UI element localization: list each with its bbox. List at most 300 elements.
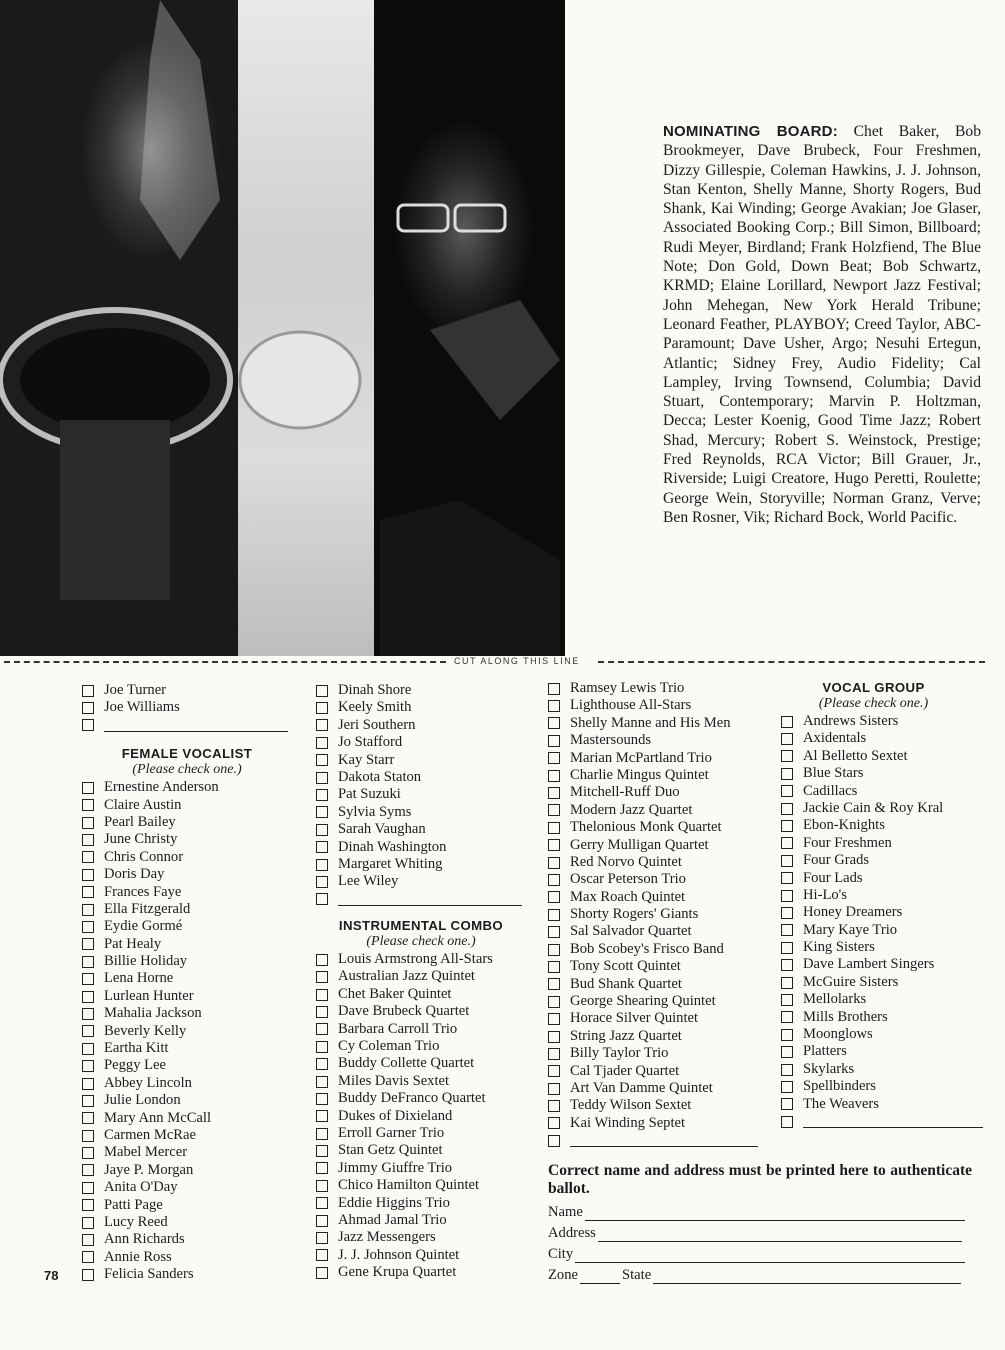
checkbox[interactable] xyxy=(82,1164,94,1176)
checkbox[interactable] xyxy=(82,1234,94,1246)
ballot-option[interactable] xyxy=(316,1073,526,1090)
ballot-option[interactable] xyxy=(548,802,763,819)
ballot-option[interactable] xyxy=(82,1110,292,1127)
ballot-option-label: Thelonious Monk Quartet xyxy=(570,819,722,836)
checkbox[interactable] xyxy=(548,717,560,729)
ballot-option[interactable] xyxy=(82,814,292,831)
checkbox[interactable] xyxy=(316,1249,328,1261)
ballot-option-label: Dave Lambert Singers xyxy=(803,956,935,973)
checkbox[interactable] xyxy=(82,799,94,811)
nominating-board-text: Chet Baker, Bob Brookmeyer, Dave Brubeck, Four Freshmen, Dizzy Gillespie, Coleman Hawkins, J. J. Johnson, Stan Kenton, Shelly Manne, Shorty Rogers, Bud Shank, Kai Winding; George Avakian; Joe Glaser, Associated Booking Corp.; Bill Simon, Billboard; Rudi Meyer, Birdland; Frank Holzfiend, The Blue Note; Don Gold, Down Beat; Bob Schwartz, KRMD; Elaine Lorillard, Newport Jazz Festival; John Mehegan, New York Herald Tribune; Leonard Feather, PLAYBOY; Creed Taylor, ABC-Paramount; Dave Usher, Argo; Nesuhi Ertegun, Atlantic; Sidney Frey, Audio Fidelity; Cal Lampley, Irving Townsend, Columbia; David Stuart, Contemporary; Marvin P. Holtzman, Decca; Lester Koenig, Good Time Jazz; Robert Shad, Mercury; Robert S. Weinstock, Prestige; Fred Reynolds, RCA Victor; Bill Grauer, Jr., Riverside; Luigi Creatore, Hugo Peretti, Roulette; George Wein, Storyville; Norman Granz, Verve; Ben Rosner, Vik; Richard Bock, World Pacific. xyxy=(663,123,981,526)
checkbox[interactable] xyxy=(316,1023,328,1035)
checkbox[interactable] xyxy=(82,1060,94,1072)
ballot-option-label: The Weavers xyxy=(803,1095,879,1112)
ballot-option-label: Pearl Bailey xyxy=(104,813,176,830)
name-label: Name xyxy=(548,1204,583,1220)
ballot-option[interactable] xyxy=(82,779,292,796)
checkbox[interactable] xyxy=(82,1025,94,1037)
checkbox[interactable] xyxy=(316,824,328,836)
ballot-option[interactable] xyxy=(316,1142,526,1159)
ballot-option[interactable] xyxy=(82,884,292,901)
ballot-option-label: Erroll Garner Trio xyxy=(338,1124,445,1141)
ballot-option[interactable] xyxy=(781,835,986,852)
ballot-option[interactable] xyxy=(548,1028,763,1045)
ballot-option[interactable] xyxy=(316,786,526,803)
checkbox[interactable] xyxy=(548,926,560,938)
ballot-option-label: Chris Connor xyxy=(104,848,184,865)
checkbox[interactable] xyxy=(82,973,94,985)
ballot-option-label: Buddy Collette Quartet xyxy=(338,1055,475,1072)
ballot-option-label: Dukes of Dixieland xyxy=(338,1107,453,1124)
checkbox[interactable] xyxy=(548,804,560,816)
nominating-board-heading: NOMINATING BOARD: xyxy=(663,123,838,140)
ballot-option[interactable] xyxy=(316,1177,526,1194)
ballot-option[interactable] xyxy=(781,870,986,887)
ballot-option-label: Doris Day xyxy=(104,866,165,883)
name-field[interactable] xyxy=(548,1203,965,1221)
ballot-option[interactable] xyxy=(316,1264,526,1281)
checkbox[interactable] xyxy=(316,1110,328,1122)
ballot-option[interactable] xyxy=(82,699,292,716)
ballot-option[interactable] xyxy=(316,1212,526,1229)
authentication-note: Correct name and address must be printed here to authenticate ballot. xyxy=(548,1162,972,1197)
checkbox[interactable] xyxy=(82,1251,94,1263)
write-in-line[interactable] xyxy=(803,1115,983,1128)
checkbox[interactable] xyxy=(781,803,793,815)
ballot-option[interactable] xyxy=(781,1026,986,1043)
checkbox[interactable] xyxy=(781,907,793,919)
ballot-option-label: Ella Fitzgerald xyxy=(104,900,191,917)
ballot-option-label: Mabel Mercer xyxy=(104,1144,188,1161)
ballot-option[interactable] xyxy=(548,941,763,958)
checkbox[interactable] xyxy=(316,754,328,766)
ballot-option-label: Frances Faye xyxy=(104,883,182,900)
checkbox[interactable] xyxy=(548,1100,560,1112)
ballot-option[interactable] xyxy=(316,769,526,786)
checkbox[interactable] xyxy=(316,1162,328,1174)
ballot-option[interactable] xyxy=(82,1214,292,1231)
ballot-option[interactable] xyxy=(82,682,292,699)
checkbox[interactable] xyxy=(781,785,793,797)
checkbox[interactable] xyxy=(82,1182,94,1194)
checkbox[interactable] xyxy=(548,752,560,764)
ballot-option-label: Barbara Carroll Trio xyxy=(338,1020,458,1037)
ballot-option[interactable] xyxy=(82,866,292,883)
checkbox[interactable] xyxy=(781,1098,793,1110)
checkbox[interactable] xyxy=(548,735,560,747)
ballot-option[interactable] xyxy=(316,856,526,873)
checkbox[interactable] xyxy=(316,1128,328,1140)
ballot-option[interactable] xyxy=(781,730,986,747)
nominating-board xyxy=(663,122,981,527)
checkbox[interactable] xyxy=(548,874,560,886)
ballot-option[interactable] xyxy=(82,1040,292,1057)
ballot-option-label: Skylarks xyxy=(803,1060,855,1077)
ballot-option[interactable] xyxy=(548,976,763,993)
ballot-option-label: Ernestine Anderson xyxy=(104,779,219,796)
checkbox[interactable] xyxy=(82,1217,94,1229)
city-input-line[interactable] xyxy=(575,1261,965,1263)
checkbox[interactable] xyxy=(316,1041,328,1053)
checkbox[interactable] xyxy=(781,924,793,936)
ballot-option[interactable] xyxy=(548,715,763,732)
checkbox[interactable] xyxy=(548,1031,560,1043)
ballot-option[interactable] xyxy=(548,923,763,940)
ballot-option[interactable] xyxy=(548,680,763,697)
ballot-option[interactable] xyxy=(781,904,986,921)
checkbox[interactable] xyxy=(548,857,560,869)
ballot-option[interactable] xyxy=(316,1021,526,1038)
checkbox[interactable] xyxy=(316,1180,328,1192)
ballot-option[interactable] xyxy=(781,765,986,782)
checkbox[interactable] xyxy=(82,1008,94,1020)
ballot-option[interactable] xyxy=(548,767,763,784)
ballot-option[interactable] xyxy=(316,1125,526,1142)
ballot-option[interactable] xyxy=(781,713,986,730)
checkbox[interactable] xyxy=(316,1145,328,1157)
ballot-option-label: Australian Jazz Quintet xyxy=(338,968,475,985)
ballot-option[interactable] xyxy=(548,958,763,975)
ballot-option[interactable] xyxy=(548,837,763,854)
checkbox[interactable] xyxy=(548,700,560,712)
ballot-option-label: Joe Williams xyxy=(104,699,180,716)
ballot-option[interactable] xyxy=(316,1090,526,1107)
ballot-option[interactable] xyxy=(82,849,292,866)
female-vocalist-instructions: (Please check one.) xyxy=(132,762,242,778)
checkbox[interactable] xyxy=(82,938,94,950)
checkbox[interactable] xyxy=(781,768,793,780)
ballot-option-label: Cadillacs xyxy=(803,782,858,799)
ballot-option-label: Eydie Gormé xyxy=(104,918,183,935)
checkbox[interactable] xyxy=(316,1215,328,1227)
checkbox[interactable] xyxy=(548,1013,560,1025)
checkbox[interactable] xyxy=(316,1267,328,1279)
ballot-option-label: Red Norvo Quintet xyxy=(570,853,682,870)
checkbox[interactable] xyxy=(781,855,793,867)
checkbox[interactable] xyxy=(82,817,94,829)
checkbox[interactable] xyxy=(781,837,793,849)
ballot-option-label: Louis Armstrong All-Stars xyxy=(338,951,493,968)
checkbox[interactable] xyxy=(548,891,560,903)
ballot-option[interactable] xyxy=(548,854,763,871)
ballot-option[interactable] xyxy=(781,1096,986,1113)
ballot-option[interactable] xyxy=(316,1038,526,1055)
ballot-option-label: String Jazz Quartet xyxy=(570,1027,682,1044)
ballot-option[interactable] xyxy=(316,839,526,856)
checkbox[interactable] xyxy=(82,1147,94,1159)
ballot-option[interactable] xyxy=(548,1063,763,1080)
checkbox[interactable] xyxy=(82,1078,94,1090)
ballot-option[interactable] xyxy=(316,752,526,769)
ballot-option-label: Four Freshmen xyxy=(803,834,892,851)
checkbox[interactable] xyxy=(548,1083,560,1095)
ballot-option[interactable] xyxy=(82,1005,292,1022)
checkbox[interactable] xyxy=(548,839,560,851)
checkbox[interactable] xyxy=(548,961,560,973)
ballot-option-label: Cy Coleman Trio xyxy=(338,1038,440,1055)
checkbox[interactable] xyxy=(316,772,328,784)
checkbox[interactable] xyxy=(82,991,94,1003)
checkbox[interactable] xyxy=(548,1048,560,1060)
checkbox[interactable] xyxy=(781,942,793,954)
ballot-option-label: Jaye P. Morgan xyxy=(104,1161,194,1178)
checkbox[interactable] xyxy=(82,869,94,881)
address-field[interactable] xyxy=(548,1224,962,1242)
ballot-option[interactable] xyxy=(781,1061,986,1078)
checkbox[interactable] xyxy=(82,851,94,863)
ballot-option[interactable] xyxy=(781,1043,986,1060)
zone-label: Zone xyxy=(548,1267,578,1283)
ballot-option[interactable] xyxy=(82,1092,292,1109)
checkbox[interactable] xyxy=(82,1043,94,1055)
ballot-option[interactable] xyxy=(316,717,526,734)
ballot-option[interactable] xyxy=(781,922,986,939)
write-in-row[interactable] xyxy=(548,1132,763,1149)
ballot-option[interactable] xyxy=(82,901,292,918)
checkbox[interactable] xyxy=(781,1081,793,1093)
ballot-option-label: Beverly Kelly xyxy=(104,1022,187,1039)
ballot-option[interactable] xyxy=(781,783,986,800)
checkbox[interactable] xyxy=(781,872,793,884)
checkbox[interactable] xyxy=(781,890,793,902)
state-input-line[interactable] xyxy=(653,1282,961,1284)
ballot-option[interactable] xyxy=(316,1160,526,1177)
ballot-option[interactable] xyxy=(316,873,526,890)
checkbox[interactable] xyxy=(316,954,328,966)
checkbox[interactable] xyxy=(316,893,328,905)
cut-line xyxy=(4,656,985,668)
ballot-option[interactable] xyxy=(316,986,526,1003)
checkbox[interactable] xyxy=(82,834,94,846)
ballot-option[interactable] xyxy=(548,1115,763,1132)
checkbox[interactable] xyxy=(781,959,793,971)
checkbox[interactable] xyxy=(316,1076,328,1088)
checkbox[interactable] xyxy=(781,1029,793,1041)
ballot-option[interactable] xyxy=(82,1197,292,1214)
ballot-option[interactable] xyxy=(82,1179,292,1196)
ballot-option[interactable] xyxy=(781,887,986,904)
checkbox[interactable] xyxy=(548,996,560,1008)
checkbox[interactable] xyxy=(548,1065,560,1077)
checkbox[interactable] xyxy=(781,1064,793,1076)
checkbox[interactable] xyxy=(548,787,560,799)
ballot-option[interactable] xyxy=(548,1080,763,1097)
checkbox[interactable] xyxy=(316,989,328,1001)
ballot-option[interactable] xyxy=(548,750,763,767)
ballot-option[interactable] xyxy=(316,699,526,716)
ballot-option[interactable] xyxy=(82,988,292,1005)
ballot-option-label: Miles Davis Sextet xyxy=(338,1072,450,1089)
ballot-option[interactable] xyxy=(316,734,526,751)
ballot-option-label: Sal Salvador Quartet xyxy=(570,923,692,940)
ballot-option[interactable] xyxy=(781,817,986,834)
ballot-option[interactable] xyxy=(781,852,986,869)
checkbox[interactable] xyxy=(82,782,94,794)
ballot-option[interactable] xyxy=(781,939,986,956)
checkbox[interactable] xyxy=(316,719,328,731)
ballot-option-label: Marian McPartland Trio xyxy=(570,749,712,766)
checkbox[interactable] xyxy=(316,789,328,801)
ballot-option[interactable] xyxy=(316,951,526,968)
checkbox[interactable] xyxy=(316,1093,328,1105)
checkbox[interactable] xyxy=(316,971,328,983)
ballot-option[interactable] xyxy=(781,1009,986,1026)
ballot-option[interactable] xyxy=(82,1127,292,1144)
checkbox[interactable] xyxy=(781,750,793,762)
ballot-option[interactable] xyxy=(316,1195,526,1212)
checkbox[interactable] xyxy=(781,1011,793,1023)
ballot-option[interactable] xyxy=(548,732,763,749)
checkbox[interactable] xyxy=(82,685,94,697)
checkbox[interactable] xyxy=(548,822,560,834)
checkbox[interactable] xyxy=(82,904,94,916)
checkbox[interactable] xyxy=(82,719,94,731)
ballot-option-label: Hi-Lo's xyxy=(803,886,847,903)
checkbox[interactable] xyxy=(316,1197,328,1209)
checkbox[interactable] xyxy=(781,716,793,728)
ballot-option[interactable] xyxy=(82,936,292,953)
write-in-line[interactable] xyxy=(570,1134,758,1147)
ballot-option[interactable] xyxy=(316,1229,526,1246)
checkbox[interactable] xyxy=(316,702,328,714)
checkbox[interactable] xyxy=(82,1112,94,1124)
ballot-option[interactable] xyxy=(781,991,986,1008)
checkbox[interactable] xyxy=(781,1116,793,1128)
ballot-option-label: Ramsey Lewis Trio xyxy=(570,680,685,696)
cut-line-dash-left xyxy=(4,661,446,663)
ballot-option[interactable] xyxy=(82,918,292,935)
ballot-option[interactable] xyxy=(316,821,526,838)
ballot-option[interactable] xyxy=(781,956,986,973)
ballot-option-label: Chet Baker Quintet xyxy=(338,985,452,1002)
ballot-option[interactable] xyxy=(316,682,526,699)
ballot-option[interactable] xyxy=(82,797,292,814)
checkbox[interactable] xyxy=(82,1130,94,1142)
ballot-option[interactable] xyxy=(316,1247,526,1264)
ballot-option-label: Shorty Rogers' Giants xyxy=(570,906,699,923)
write-in-row[interactable] xyxy=(316,891,526,908)
ballot-option[interactable] xyxy=(316,804,526,821)
checkbox[interactable] xyxy=(548,683,560,695)
checkbox[interactable] xyxy=(82,1199,94,1211)
name-input-line[interactable] xyxy=(585,1219,965,1221)
checkbox[interactable] xyxy=(781,1046,793,1058)
checkbox[interactable] xyxy=(781,820,793,832)
checkbox[interactable] xyxy=(316,859,328,871)
checkbox[interactable] xyxy=(82,886,94,898)
checkbox[interactable] xyxy=(781,733,793,745)
ballot-option-label: Kai Winding Septet xyxy=(570,1114,686,1131)
ballot-option[interactable] xyxy=(82,1162,292,1179)
ballot-option-label: Platters xyxy=(803,1043,847,1060)
ballot-option-label: Mary Kaye Trio xyxy=(803,921,898,938)
ballot-option[interactable] xyxy=(316,968,526,985)
ballot-option[interactable] xyxy=(82,831,292,848)
ballot-option[interactable] xyxy=(82,1266,292,1283)
ballot-option-label: Dinah Shore xyxy=(338,682,412,698)
checkbox[interactable] xyxy=(316,806,328,818)
ballot-option-label: Stan Getz Quintet xyxy=(338,1142,443,1159)
ballot-option[interactable] xyxy=(82,1075,292,1092)
checkbox[interactable] xyxy=(82,1095,94,1107)
ballot-option[interactable] xyxy=(316,1003,526,1020)
ballot-option[interactable] xyxy=(82,970,292,987)
checkbox[interactable] xyxy=(316,685,328,697)
checkbox[interactable] xyxy=(548,978,560,990)
ballot-option-label: Annie Ross xyxy=(104,1248,172,1265)
ballot-option[interactable] xyxy=(316,1055,526,1072)
ballot-column-1 xyxy=(82,682,292,1284)
ballot-option[interactable] xyxy=(548,889,763,906)
ballot-option[interactable] xyxy=(781,1078,986,1095)
checkbox[interactable] xyxy=(548,944,560,956)
ballot-option[interactable] xyxy=(82,1057,292,1074)
ballot-option-label: Dinah Washington xyxy=(338,838,447,855)
checkbox[interactable] xyxy=(781,977,793,989)
write-in-row[interactable] xyxy=(82,717,292,734)
ballot-option[interactable] xyxy=(82,1231,292,1248)
checkbox[interactable] xyxy=(82,956,94,968)
ballot-option[interactable] xyxy=(548,784,763,801)
write-in-line[interactable] xyxy=(338,893,522,906)
ballot-option[interactable] xyxy=(781,974,986,991)
ballot-option[interactable] xyxy=(548,871,763,888)
ballot-option-label: McGuire Sisters xyxy=(803,973,899,990)
ballot-option[interactable] xyxy=(548,697,763,714)
ballot-option[interactable] xyxy=(781,800,986,817)
address-input-line[interactable] xyxy=(598,1240,962,1242)
ballot-option-label: Jo Stafford xyxy=(338,734,403,751)
checkbox[interactable] xyxy=(548,909,560,921)
zone-input-line[interactable] xyxy=(580,1282,620,1284)
ballot-option[interactable] xyxy=(548,819,763,836)
ballot-option[interactable] xyxy=(82,953,292,970)
ballot-option-label: George Shearing Quintet xyxy=(570,993,716,1010)
checkbox[interactable] xyxy=(548,770,560,782)
ballot-option[interactable] xyxy=(548,906,763,923)
instrumental-combo-instructions: (Please check one.) xyxy=(366,934,476,950)
checkbox[interactable] xyxy=(316,1058,328,1070)
write-in-line[interactable] xyxy=(104,719,288,732)
ballot-option[interactable] xyxy=(548,1097,763,1114)
city-field[interactable] xyxy=(548,1245,965,1263)
checkbox[interactable] xyxy=(82,1269,94,1281)
write-in-row[interactable] xyxy=(781,1113,986,1130)
ballot-option-label: Four Grads xyxy=(803,852,870,869)
ballot-option[interactable] xyxy=(548,1045,763,1062)
checkbox[interactable] xyxy=(316,1006,328,1018)
checkbox[interactable] xyxy=(548,1135,560,1147)
checkbox[interactable] xyxy=(548,1117,560,1129)
ballot-option[interactable] xyxy=(82,1023,292,1040)
ballot-option[interactable] xyxy=(82,1144,292,1161)
ballot-option[interactable] xyxy=(548,1010,763,1027)
ballot-option[interactable] xyxy=(548,993,763,1010)
checkbox[interactable] xyxy=(316,876,328,888)
checkbox[interactable] xyxy=(781,994,793,1006)
checkbox[interactable] xyxy=(82,921,94,933)
ballot-option-label: Lighthouse All-Stars xyxy=(570,697,692,714)
ballot-option[interactable] xyxy=(316,1108,526,1125)
jazz-photo-collage xyxy=(0,0,565,656)
checkbox[interactable] xyxy=(316,841,328,853)
checkbox[interactable] xyxy=(316,737,328,749)
zone-state-field[interactable] xyxy=(548,1266,961,1284)
checkbox[interactable] xyxy=(316,1232,328,1244)
checkbox[interactable] xyxy=(82,702,94,714)
ballot-option[interactable] xyxy=(82,1249,292,1266)
ballot-option[interactable] xyxy=(781,748,986,765)
